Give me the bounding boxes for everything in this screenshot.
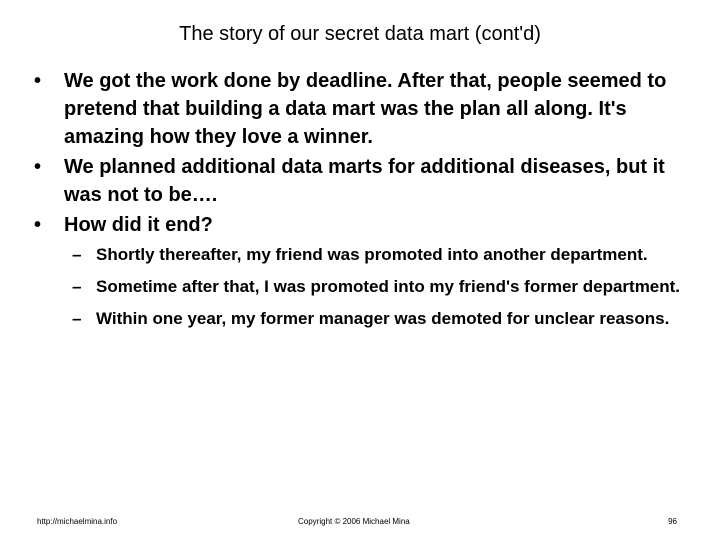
sub-bullet-marker: – [72, 309, 82, 328]
footer-copyright: Copyright © 2006 Michael Mina [298, 517, 410, 526]
bullet-list [0, 67, 720, 339]
sub-bullet-item [0, 307, 720, 331]
sub-bullet-text: Shortly thereafter, my friend was promoted into another department. [96, 245, 648, 264]
bullet-item [0, 67, 720, 151]
sub-bullet-marker: – [72, 277, 82, 296]
bullet-marker: • [34, 70, 42, 92]
sub-bullet-list [0, 243, 720, 331]
bullet-text: We planned additional data marts for additional diseases, but it was not to be…. [64, 156, 665, 206]
sub-bullet-marker: – [72, 245, 82, 264]
sub-bullet-text: Within one year, my former manager was demoted for unclear reasons. [96, 309, 670, 328]
footer-url: http://michaelmina.info [37, 517, 118, 526]
sub-bullet-text: Sometime after that, I was promoted into my friend's former department. [96, 277, 681, 296]
sub-bullet-item [0, 275, 720, 299]
bullet-text: How did it end? [64, 214, 213, 236]
slide-title: The story of our secret data mart (cont'd) [179, 23, 541, 45]
bullet-item [0, 211, 720, 239]
bullet-text: We got the work done by deadline. After that, people seemed to pretend that building a data mart was the plan all along. It's amazing how they love a winner. [64, 70, 667, 148]
bullet-marker: • [34, 214, 42, 236]
sub-bullet-item [0, 243, 720, 267]
bullet-item [0, 153, 720, 209]
page-number: 96 [668, 517, 677, 526]
bullet-marker: • [34, 156, 42, 178]
